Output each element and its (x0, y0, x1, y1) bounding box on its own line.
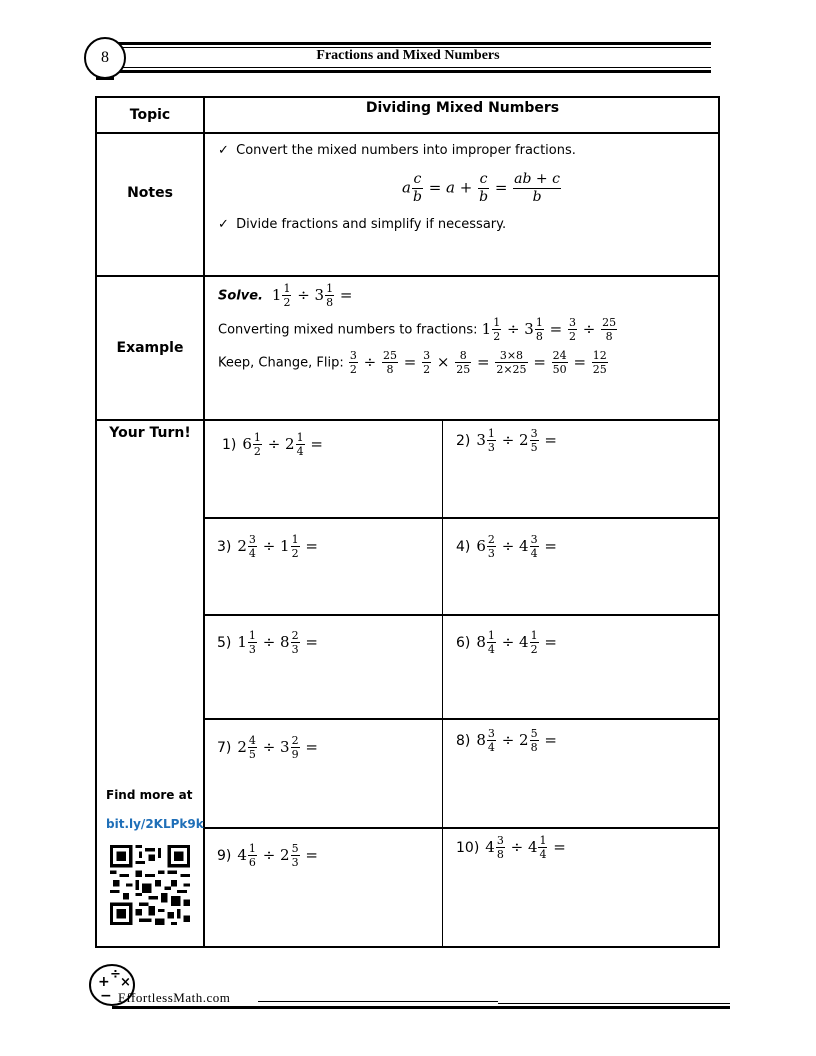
problem-8 (456, 728, 557, 753)
page-title: Fractions and Mixed Numbers (316, 48, 500, 63)
page-number: 8 (84, 37, 126, 79)
row-divider-topic (95, 132, 720, 134)
problem-expression: 4 $\frac{1}{6}$ ÷ 2 $\frac{5}{3}$ = (237, 842, 318, 869)
example-solve: Solve. 1 $\frac{1}{2}$ ÷ 3 $\frac{1}{8}$ = (218, 282, 353, 309)
convert-label: Converting mixed numbers to fractions: (218, 322, 478, 338)
problem-2 (456, 428, 557, 453)
problem-number: 5) (217, 634, 232, 651)
footer-rule-bold (112, 1006, 730, 1009)
note-item-1 (218, 143, 576, 158)
problem-3 (217, 534, 318, 559)
note-text-2: Divide fractions and simplify if necessary. (236, 217, 507, 232)
problem-4 (456, 534, 557, 559)
topic-value: Dividing Mixed Numbers (365, 100, 560, 116)
row-divider-p3 (203, 718, 720, 720)
example-step-kcf: Keep, Change, Flip: $\frac{3}{2}$ ÷ $\frac{25}{8}$ = $\frac{3}{2}$ × $\frac{8}{25}$ = $\frac{3\times 8}{2\times 25}$ = $\frac{24}{50}$ = $\frac{12}{25}$ (218, 349, 607, 376)
row-divider-p2 (203, 614, 720, 616)
checkmark-icon: ✓ (218, 217, 229, 232)
footer-rule-thin (258, 1001, 498, 1002)
header-rule-top (110, 42, 711, 45)
conversion-formula: a $\frac{c}{b}$ = a + $\frac{c}{b}$ = $\frac{ab + c}{b}$ (402, 171, 560, 205)
row-divider-example (95, 419, 720, 421)
example-step-convert: Converting mixed numbers to fractions: 1 $\frac{1}{2}$ ÷ 3 $\frac{1}{8}$ = $\frac{3}{2}$ ÷ $\frac{25}{8}$ (218, 316, 617, 343)
problem-expression: 6 $\frac{2}{3}$ ÷ 4 $\frac{3}{4}$ = (476, 533, 557, 560)
col-divider-problems (442, 419, 443, 948)
problem-number: 2) (456, 432, 471, 449)
problem-expression: 8 $\frac{3}{4}$ ÷ 2 $\frac{5}{8}$ = (476, 727, 557, 754)
problem-6 (456, 630, 557, 655)
your-turn-label: Your Turn! (109, 425, 191, 441)
problem-expression: 3 $\frac{1}{3}$ ÷ 2 $\frac{3}{5}$ = (476, 427, 557, 454)
problem-9 (217, 843, 318, 868)
problem-number: 3) (217, 538, 232, 555)
problem-number: 4) (456, 538, 471, 555)
row-divider-p4 (203, 827, 720, 829)
problem-expression: 1 $\frac{1}{3}$ ÷ 8 $\frac{2}{3}$ = (237, 629, 318, 656)
row-divider-notes (95, 275, 720, 277)
problem-10 (456, 835, 566, 860)
problem-expression: 2 $\frac{3}{4}$ ÷ 1 $\frac{1}{2}$ = (237, 533, 318, 560)
problem-5 (217, 630, 318, 655)
problem-number: 8) (456, 732, 471, 749)
resource-link[interactable]: bit.ly/2KLPk9k (106, 817, 204, 831)
problem-expression: 8 $\frac{1}{4}$ ÷ 4 $\frac{1}{2}$ = (476, 629, 557, 656)
solve-label: Solve. (218, 288, 263, 304)
problem-number: 1) (222, 436, 237, 453)
problem-number: 9) (217, 847, 232, 864)
brand-text: EffortlessMath.com (118, 990, 231, 1005)
header-rule-bottom-thin (110, 67, 711, 68)
page-number-stand (96, 77, 114, 80)
problem-7 (217, 735, 318, 760)
topic-label: Topic (129, 107, 171, 123)
problem-expression: 4 $\frac{3}{8}$ ÷ 4 $\frac{1}{4}$ = (485, 834, 566, 861)
note-text-1: Convert the mixed numbers into improper fractions. (236, 143, 576, 158)
problem-expression: 2 $\frac{4}{5}$ ÷ 3 $\frac{2}{9}$ = (237, 734, 318, 761)
header-rule-bottom (110, 70, 711, 73)
problem-number: 7) (217, 739, 232, 756)
kcf-label: Keep, Change, Flip: (218, 355, 344, 371)
checkmark-icon: ✓ (218, 143, 229, 158)
notes-label: Notes (127, 185, 173, 201)
problem-number: 10) (456, 839, 480, 856)
footer-rule-right (498, 1003, 730, 1004)
problem-1 (222, 432, 323, 457)
svg-text:÷: ÷ (110, 967, 121, 982)
find-more-text: Find more at (106, 788, 193, 802)
svg-text:−: − (100, 988, 112, 1004)
example-label: Example (116, 340, 184, 356)
row-divider-p1 (203, 517, 720, 519)
qr-code (110, 845, 190, 925)
svg-text:+: + (98, 974, 110, 990)
svg-text:×: × (120, 975, 131, 990)
problem-expression: 6 $\frac{1}{2}$ ÷ 2 $\frac{1}{4}$ = (242, 431, 323, 458)
problem-number: 6) (456, 634, 471, 651)
note-item-2 (218, 217, 506, 232)
